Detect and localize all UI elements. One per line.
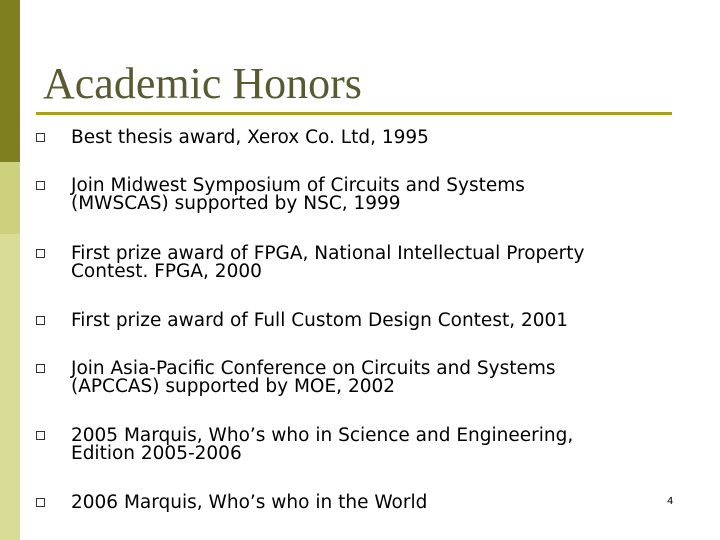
list-item	[36, 494, 656, 512]
square-bullet-icon	[36, 249, 45, 258]
list-item-text: Join Asia-Pacific Conference on Circuits and Systems (APCCAS) supported by MOE, 2002	[71, 358, 556, 397]
list-item-text: Best thesis award, Xerox Co. Ltd, 1995	[71, 127, 429, 148]
list-item	[36, 129, 656, 147]
list-item	[36, 245, 656, 281]
list-item	[36, 360, 656, 396]
list-item-text: 2005 Marquis, Who’s who in Science and Engineering, Edition 2005-2006	[71, 425, 574, 464]
list-item-text: Join Midwest Symposium of Circuits and Systems (MWSCAS) supported by NSC, 1999	[71, 175, 525, 214]
list-item	[36, 312, 656, 330]
square-bullet-icon	[36, 498, 45, 507]
left-accent-bar-bottom	[0, 234, 20, 540]
square-bullet-icon	[36, 316, 45, 325]
list-item	[36, 427, 656, 463]
list-item-text: First prize award of FPGA, National Intellectual Property Contest. FPGA, 2000	[71, 243, 585, 282]
page-number: 4	[667, 496, 674, 507]
slide-title: Academic Honors	[43, 59, 362, 108]
square-bullet-icon	[36, 133, 45, 142]
list-item-text: 2006 Marquis, Who’s who in the World	[71, 492, 428, 513]
left-accent-bar-middle	[0, 162, 20, 234]
square-bullet-icon	[36, 181, 45, 190]
title-underline	[36, 112, 672, 115]
square-bullet-icon	[36, 431, 45, 440]
left-accent-bar-top	[0, 0, 20, 162]
square-bullet-icon	[36, 364, 45, 373]
list-item-text: First prize award of Full Custom Design Contest, 2001	[71, 310, 569, 331]
list-item	[36, 177, 656, 213]
